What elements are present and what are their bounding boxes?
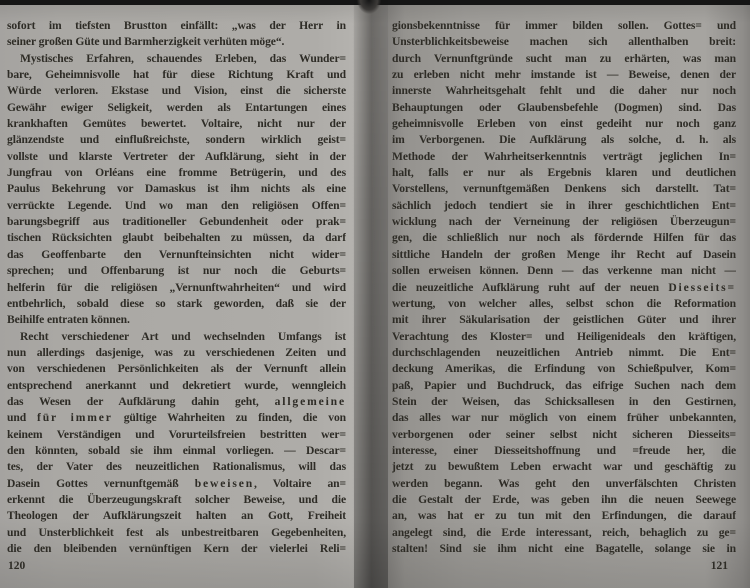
text-line: verrückte Legende. Und wo man den religiösen Offen=: [7, 198, 346, 212]
text-line: die neuzeitliche Aufklärung ruht auf der neuen Diesseits=: [392, 280, 736, 294]
text-line: im Verborgenen. Die Aufklärung als solche, d. h. als: [392, 133, 736, 147]
text-line: den könnten, sobald sie ihm einmal vorliegen. — Descar=: [7, 443, 346, 457]
text-line: werden begann. Was geht den unverfälschten Christen: [392, 476, 736, 490]
text-line: Mystisches Erfahren, schauendes Erleben, das Wunder=: [20, 51, 346, 65]
text-line: Methode der Wahrheitserkenntnis verträgt jeglichen In=: [392, 149, 736, 163]
page-gutter-top-shadow: [356, 0, 382, 18]
text-line: mit ihrer Säkularisation der geistlichen Güter und ihrer: [392, 313, 736, 327]
text-line: Jungfrau von Orléans eine fromme Betrügerin, und des: [7, 166, 346, 180]
text-line: glänzendste und einflußreichste, sondern wirklich geist=: [7, 133, 346, 147]
text-line: das Geoffenbarte den Vernunfteinsichten nicht wider=: [7, 247, 346, 261]
text-line: zu erleben nicht mehr imstande ist — Beweise, denen der: [392, 68, 736, 82]
text-line: die den bleibenden vernünftigen Kern der vielerlei Reli=: [7, 542, 346, 555]
left-page-number: 120: [8, 560, 26, 572]
text-line: Behauptungen oder Glaubensbefehle (Dogmen) sind. Das: [392, 100, 736, 114]
text-line: gionsbekenntnisse für immer bilden sollen. Gottes= und: [392, 19, 736, 32]
text-line: sittliche Handeln der großen Menge ihr Recht auf Dasein: [392, 247, 736, 261]
text-line: an, was hat er zu tun mit den Erfindungen, die darauf: [392, 509, 736, 523]
text-line: von verschiedenen Persönlichkeiten als der Vernunft allein: [7, 362, 346, 376]
text-line: bare, Geheimnisvolle hat für diese Richtung Kraft und: [7, 68, 346, 82]
text-line: entbehrlich, sobald diese so stark geworden, daß sie der: [7, 296, 346, 310]
text-line: stalten! Sind sie ihm nicht eine Bagatelle, solange sie in: [392, 542, 736, 555]
text-line: Gewähr ewiger Seligkeit, werden als Entartungen eines: [7, 100, 346, 114]
right-page-number: 121: [710, 560, 728, 572]
text-line: Paulus Bekehrung vor Damaskus ist ihm nichts als eine: [7, 182, 346, 196]
text-line: Theologen der Aufklärungszeit halten an Gott, Freiheit: [7, 509, 346, 523]
text-line: wertung, von welcher alles, selbst schon die Reformation: [392, 296, 736, 310]
text-line: sprechen; und Offenbarung ist nur noch die Geburts=: [7, 264, 346, 278]
text-line: keinem Verständigen und Vorurteilsfreien bestritten wer=: [7, 427, 346, 441]
right-page-text: [392, 18, 736, 557]
left-page-text: [7, 18, 346, 557]
text-line: entsprechend anerkannt und dekretiert wurde, wenngleich: [7, 378, 346, 392]
text-line: erkennt die Überzeugungskraft solcher Beweise, und die: [7, 492, 346, 506]
text-line: interesse, einer Diesseitshoffnung und =freude her, die: [392, 443, 736, 457]
text-line: jetzt zu bewußtem Leben erwacht war und geschäftig zu: [392, 460, 736, 474]
text-line: barungsbegriff aus traditioneller Gebundenheit oder prak=: [7, 215, 346, 229]
text-line: innerste Wahrheitsgehalt fehlt und die daher nur noch: [392, 84, 736, 98]
text-line: sächlich jedoch tendiert sie in ihrer geschichtlichen Ent=: [392, 198, 736, 212]
page-gutter-shadow: [354, 0, 388, 588]
text-line: Stein der Weisen, das Schicksallesen in den Gestirnen,: [392, 394, 736, 408]
text-line: und für immer gültige Wahrheiten zu finden, die von: [7, 411, 346, 425]
text-line: verborgenen oder seiner selbst nicht sicheren Diesseits=: [392, 427, 736, 441]
text-line: sofort im tiefsten Brustton einfällt: „was der Herr in: [7, 19, 346, 32]
text-line: deckung Amerikas, die Erfindung von Schießpulver, Kom=: [392, 362, 736, 376]
text-line: durch Vernunftgründe sucht man zu erhärten, was man: [392, 51, 736, 65]
text-line: krankhaften Gemütes bewertet. Voltaire, nicht nur der: [7, 117, 346, 131]
text-line: halt, falls er nur als Ergebnis klaren und deutlichen: [392, 166, 736, 180]
text-line: gen, die schließlich nur noch als fördernde Hilfen für das: [392, 231, 736, 245]
text-line: Würde verloren. Ekstase und Vision, einst die sicherste: [7, 84, 346, 98]
text-line: Unsterblichkeitsbeweise machen sich allenthalben breit:: [392, 35, 736, 49]
text-line: seiner großen Güte und Barmherzigkeit verhüten möge“.: [7, 35, 285, 49]
text-line: Dasein Gottes vernunftgemäß beweisen, Voltaire an=: [7, 476, 346, 490]
text-line: Beihilfe entraten können.: [7, 313, 130, 327]
text-line: wicklung nach der Verneinung der religiösen Überzeugun=: [392, 215, 736, 229]
text-line: durchschlagenden neuzeitlichen Antrieb nimmt. Die Ent=: [392, 345, 736, 359]
text-line: das alles war nur möglich von einem früher unbekannten,: [392, 411, 736, 425]
text-line: das Wesen der Aufklärung dahin geht, allgemeine: [7, 394, 346, 408]
text-line: paß, Papier und Buchdruck, das eifrige Suchen nach dem: [392, 378, 736, 392]
text-line: tes, der Vater des neuzeitlichen Rationalismus, will das: [7, 460, 346, 474]
text-line: nun allerdings dasjenige, was zu verschiedenen Zeiten und: [7, 345, 346, 359]
text-line: tischen Rücksichten glaubt beibehalten zu müssen, da darf: [7, 231, 346, 245]
text-line: und Unsterblichkeit fest als unbestreitbaren Gegebenheiten,: [7, 525, 346, 539]
text-line: sollen erweisen können. Denn — das verkenne man nicht —: [392, 264, 736, 278]
text-line: geheimnisvolle Erleben von einst gedeiht nur noch ganz: [392, 117, 736, 131]
text-line: vollste und klarste Vertreter der Aufklärung, sieht in der: [7, 149, 346, 163]
text-line: helferin für die religiösen „Vernunftwahrheiten“ und wird: [7, 280, 346, 294]
text-line: Verachtung des Kloster= und Heiligenideals den kräftigen,: [392, 329, 736, 343]
text-line: angelegt sind, die Erde interessant, reich, behaglich zu ge=: [392, 525, 736, 539]
text-line: Recht verschiedener Art und wechselnden Umfangs ist: [20, 329, 346, 343]
text-line: Vorstellens, vernunftgemäßen Denkens sich darstellt. Tat=: [392, 182, 736, 196]
text-line: die Gestalt der Erde, was geben ihn die neuen Seewege: [392, 492, 736, 506]
